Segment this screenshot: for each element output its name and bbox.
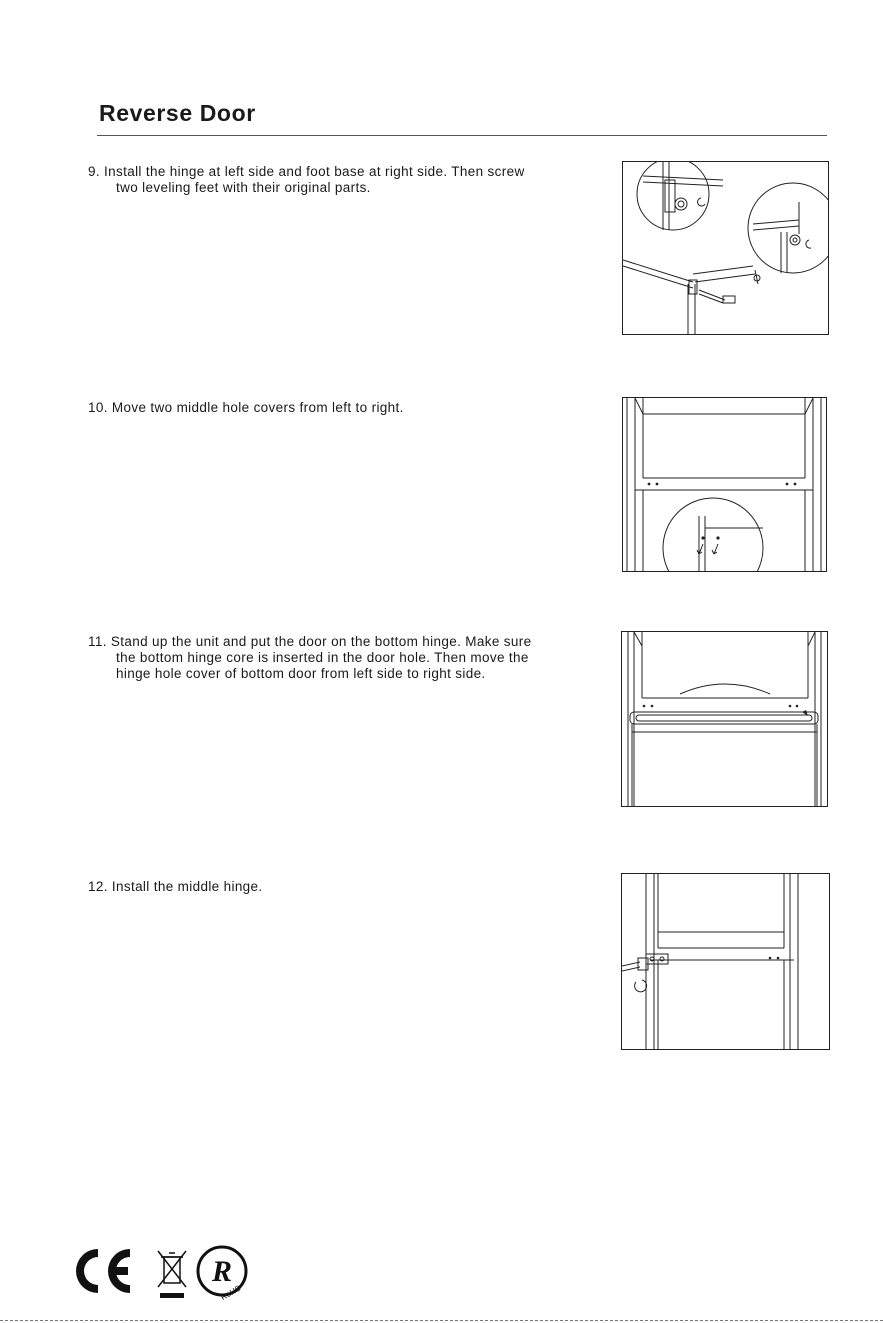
step-10-figure bbox=[622, 397, 827, 572]
page-title: Reverse Door bbox=[99, 100, 256, 126]
rohs-letter: R bbox=[211, 1255, 233, 1288]
ce-mark-text: CE bbox=[72, 1243, 74, 1244]
middle-hinge-installation-illustration-icon bbox=[622, 874, 829, 1049]
bottom-door-on-hinge-illustration-icon bbox=[622, 632, 827, 806]
step-9-figure bbox=[622, 161, 829, 335]
step-9-line-1: 9. Install the hinge at left side and foot base at right side. Then screw bbox=[88, 164, 525, 179]
middle-hole-covers-illustration-icon bbox=[623, 398, 826, 571]
certification-marks-icon bbox=[72, 1243, 262, 1305]
step-9-line-2: two leveling feet with their original parts. bbox=[116, 180, 371, 195]
title-divider bbox=[97, 135, 827, 136]
hinge-and-leveling-feet-illustration-icon bbox=[623, 162, 828, 334]
step-10-text bbox=[88, 400, 598, 416]
step-11-line-2: the bottom hinge core is inserted in the door hole. Then move the bbox=[116, 650, 529, 665]
step-10-line-1: 10. Move two middle hole covers from left to right. bbox=[88, 400, 404, 415]
step-9-text bbox=[88, 164, 598, 196]
rohs-label: RoHS bbox=[219, 1283, 243, 1303]
page-bottom-edge bbox=[0, 1320, 883, 1321]
step-11-text bbox=[88, 634, 598, 682]
rohs-mark-icon bbox=[198, 1247, 246, 1302]
certification-logos bbox=[72, 1243, 262, 1310]
step-12-line-1: 12. Install the middle hinge. bbox=[88, 879, 263, 894]
step-12-text bbox=[88, 879, 598, 895]
step-12-figure bbox=[621, 873, 830, 1050]
ce-mark-icon bbox=[72, 1243, 130, 1293]
step-11-line-3: hinge hole cover of bottom door from left side to right side. bbox=[116, 666, 486, 681]
weee-crossed-bin-icon bbox=[158, 1251, 186, 1298]
step-11-figure bbox=[621, 631, 828, 807]
step-11-line-1: 11. Stand up the unit and put the door on the bottom hinge. Make sure bbox=[88, 634, 532, 649]
